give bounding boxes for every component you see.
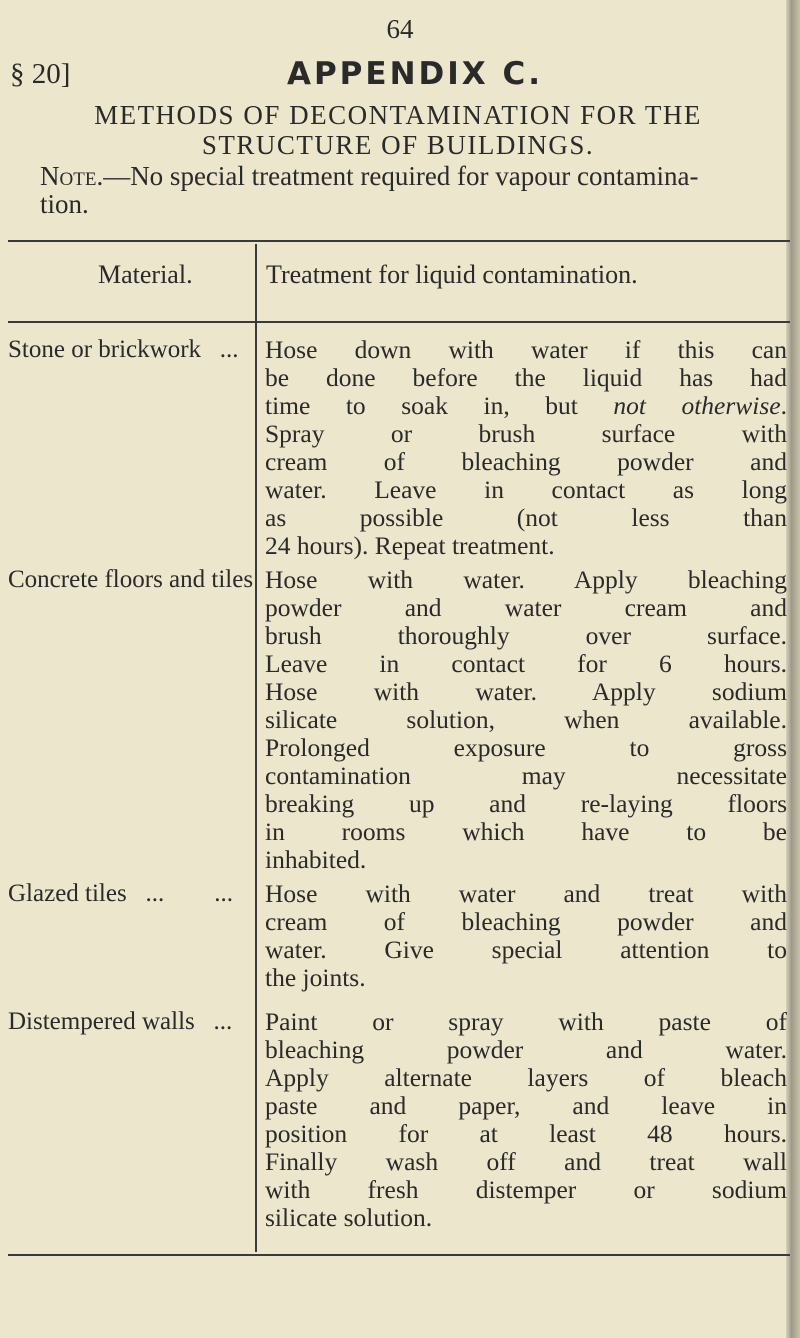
treatment-line: Hose down with water if this can bbox=[265, 335, 787, 364]
treatment-line: powder and water cream and bbox=[265, 593, 787, 622]
column-divider bbox=[255, 244, 257, 1252]
treatment-line: Hose with water and treat with bbox=[265, 879, 787, 908]
treatment-line: Leave in contact for 6 hours. bbox=[265, 649, 787, 678]
note-label: Note bbox=[40, 161, 97, 191]
note bbox=[40, 162, 790, 218]
treatment-line: Prolonged exposure to gross bbox=[265, 733, 787, 762]
treatment-line: paste and paper, and leave in bbox=[265, 1091, 787, 1120]
treatment-line: silicate solution, when available. bbox=[265, 705, 787, 734]
treatment-line: the joints. bbox=[265, 963, 366, 992]
treatment-line: in rooms which have to be bbox=[265, 817, 787, 846]
treatment-line: time to soak in, but not otherwise. bbox=[265, 391, 787, 420]
treatment-cell bbox=[265, 336, 787, 560]
appendix-heading: APPENDIX C. bbox=[286, 56, 544, 92]
treatment-line: 24 hours). Repeat treatment. bbox=[265, 531, 555, 560]
header-material: Material. bbox=[98, 260, 193, 289]
material-cell: Distempered walls ... bbox=[8, 1008, 233, 1035]
treatment-line: silicate solution. bbox=[265, 1203, 433, 1232]
section-marker: § 20] bbox=[10, 58, 71, 90]
page-number: 64 bbox=[386, 14, 414, 44]
treatment-cell bbox=[265, 880, 787, 992]
treatment-line: Finally wash off and treat wall bbox=[265, 1147, 787, 1176]
treatment-line: position for at least 48 hours. bbox=[265, 1119, 787, 1148]
title-line: STRUCTURE OF BUILDINGS. bbox=[201, 130, 595, 160]
treatment-line: with fresh distemper or sodium bbox=[265, 1175, 787, 1204]
treatment-line: Spray or brush surface with bbox=[265, 419, 787, 448]
treatment-line: water. Give special attention to bbox=[265, 935, 787, 964]
treatment-line: as possible (not less than bbox=[265, 503, 787, 532]
material-cell: Stone or brickwork ... bbox=[8, 336, 239, 363]
treatment-line: Paint or spray with paste of bbox=[265, 1007, 787, 1036]
treatment-line: be done before the liquid has had bbox=[265, 363, 787, 392]
treatment-cell bbox=[265, 566, 787, 874]
table-bottom-rule bbox=[8, 1254, 790, 1256]
material-cell: Glazed tiles ... ... bbox=[8, 880, 233, 907]
treatment-line: Hose with water. Apply bleaching bbox=[265, 565, 787, 594]
treatment-line: brush thoroughly over surface. bbox=[265, 621, 787, 650]
header-treatment: Treatment for liquid contamination. bbox=[266, 260, 638, 289]
material-cell: Concrete floors and tiles bbox=[8, 566, 254, 593]
treatment-line: water. Leave in contact as long bbox=[265, 475, 787, 504]
treatment-line: contamination may necessitate bbox=[265, 761, 787, 790]
treatment-line: bleaching powder and water. bbox=[265, 1035, 787, 1064]
treatment-line: Hose with water. Apply sodium bbox=[265, 677, 787, 706]
treatment-line: cream of bleaching powder and bbox=[265, 907, 787, 936]
title-line: METHODS OF DECONTAMINATION FOR THE bbox=[94, 100, 702, 130]
treatment-line: breaking up and re-laying floors bbox=[265, 789, 787, 818]
note-text: .—No special treatment required for vapour contamina- bbox=[96, 161, 699, 191]
treatment-cell bbox=[265, 1008, 787, 1232]
header-rule bbox=[8, 321, 790, 323]
treatment-line: cream of bleaching powder and bbox=[265, 447, 787, 476]
treatment-line: Apply alternate layers of bleach bbox=[265, 1063, 787, 1092]
treatment-line: inhabited. bbox=[265, 845, 367, 874]
page-title bbox=[8, 100, 788, 160]
note-text: tion. bbox=[40, 189, 89, 219]
table-top-rule bbox=[8, 240, 790, 242]
